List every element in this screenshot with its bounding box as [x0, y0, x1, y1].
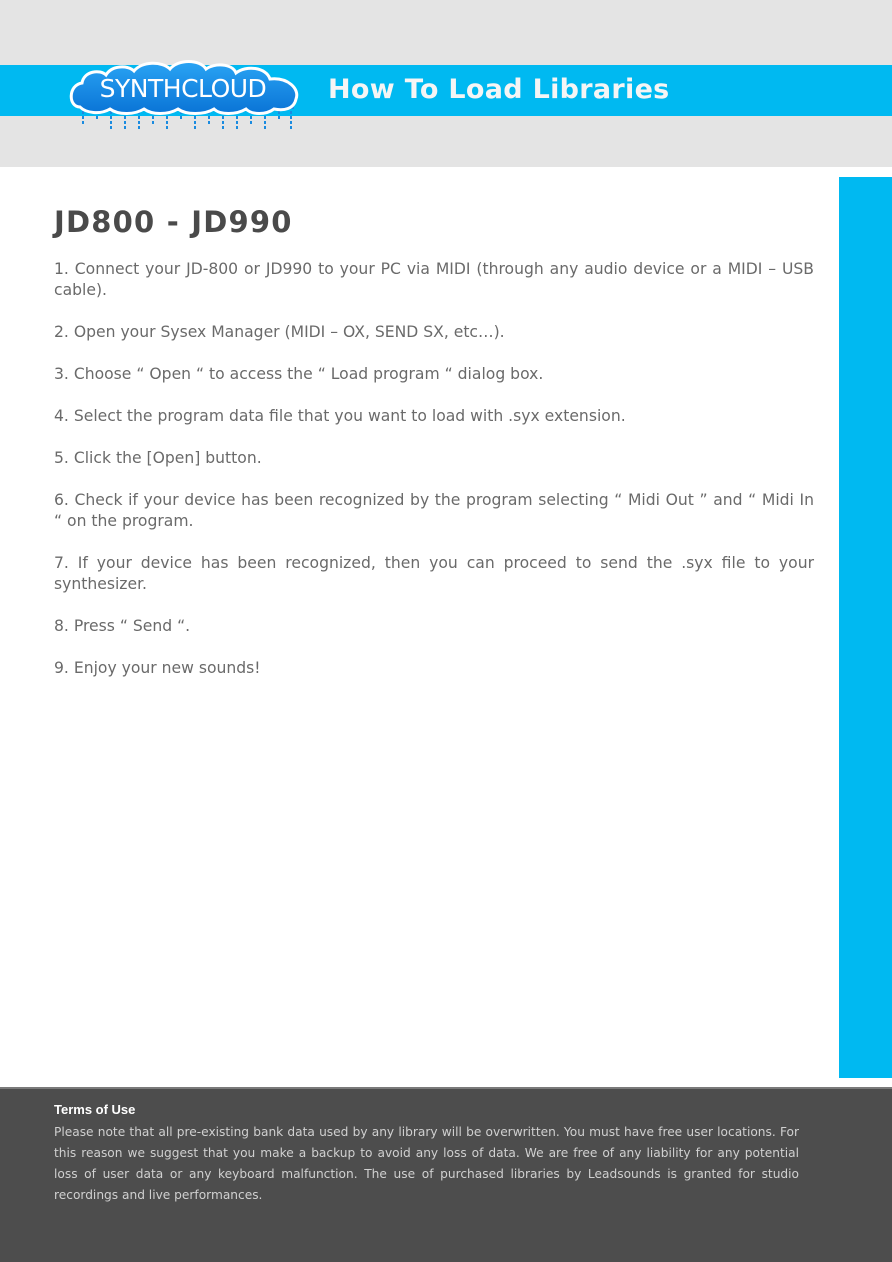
step-item: 6. Check if your device has been recognized by the program selecting “ Midi Out ” and “ Midi In “ on the program.: [54, 491, 814, 530]
step-item: 7. If your device has been recognized, then you can proceed to send the .syx file to your synthesizer.: [54, 554, 814, 593]
step-item: 4. Select the program data file that you want to load with .syx extension.: [54, 407, 626, 425]
page-header: [0, 0, 892, 167]
section-heading: JD800 - JD990: [54, 205, 293, 239]
instructions-content: [54, 203, 814, 700]
step-item: 5. Click the [Open] button.: [54, 449, 262, 467]
step-item: 9. Enjoy your new sounds!: [54, 659, 261, 677]
step-item: 1. Connect your JD-800 or JD990 to your PC via MIDI (through any audio device or a MIDI – USB cable).: [54, 260, 814, 299]
step-item: 2. Open your Sysex Manager (MIDI – OX, SEND SX, etc…).: [54, 323, 505, 341]
svg-text:SYNTHCLOUD: SYNTHCLOUD: [99, 74, 267, 103]
steps-list: [54, 259, 814, 679]
terms-body: Please note that all pre-existing bank data used by any library will be overwritten. You must have free user locations. For this reason we suggest that you make a backup to avoid any loss of data. We are free of any liability for any potential loss of user data or any keyboard malfunction. The use of purchased libraries by Leadsounds is granted for studio recordings and live performances.: [54, 1125, 799, 1202]
side-accent-bar: [839, 177, 892, 1078]
terms-footer: [0, 1087, 892, 1262]
terms-title: Terms of Use: [54, 1102, 136, 1117]
step-item: 8. Press “ Send “.: [54, 617, 191, 635]
synthcloud-logo: [66, 57, 302, 139]
terms-block: [54, 1101, 799, 1206]
page-title: How To Load Libraries: [328, 74, 670, 105]
step-item: 3. Choose “ Open “ to access the “ Load program “ dialog box.: [54, 365, 544, 383]
